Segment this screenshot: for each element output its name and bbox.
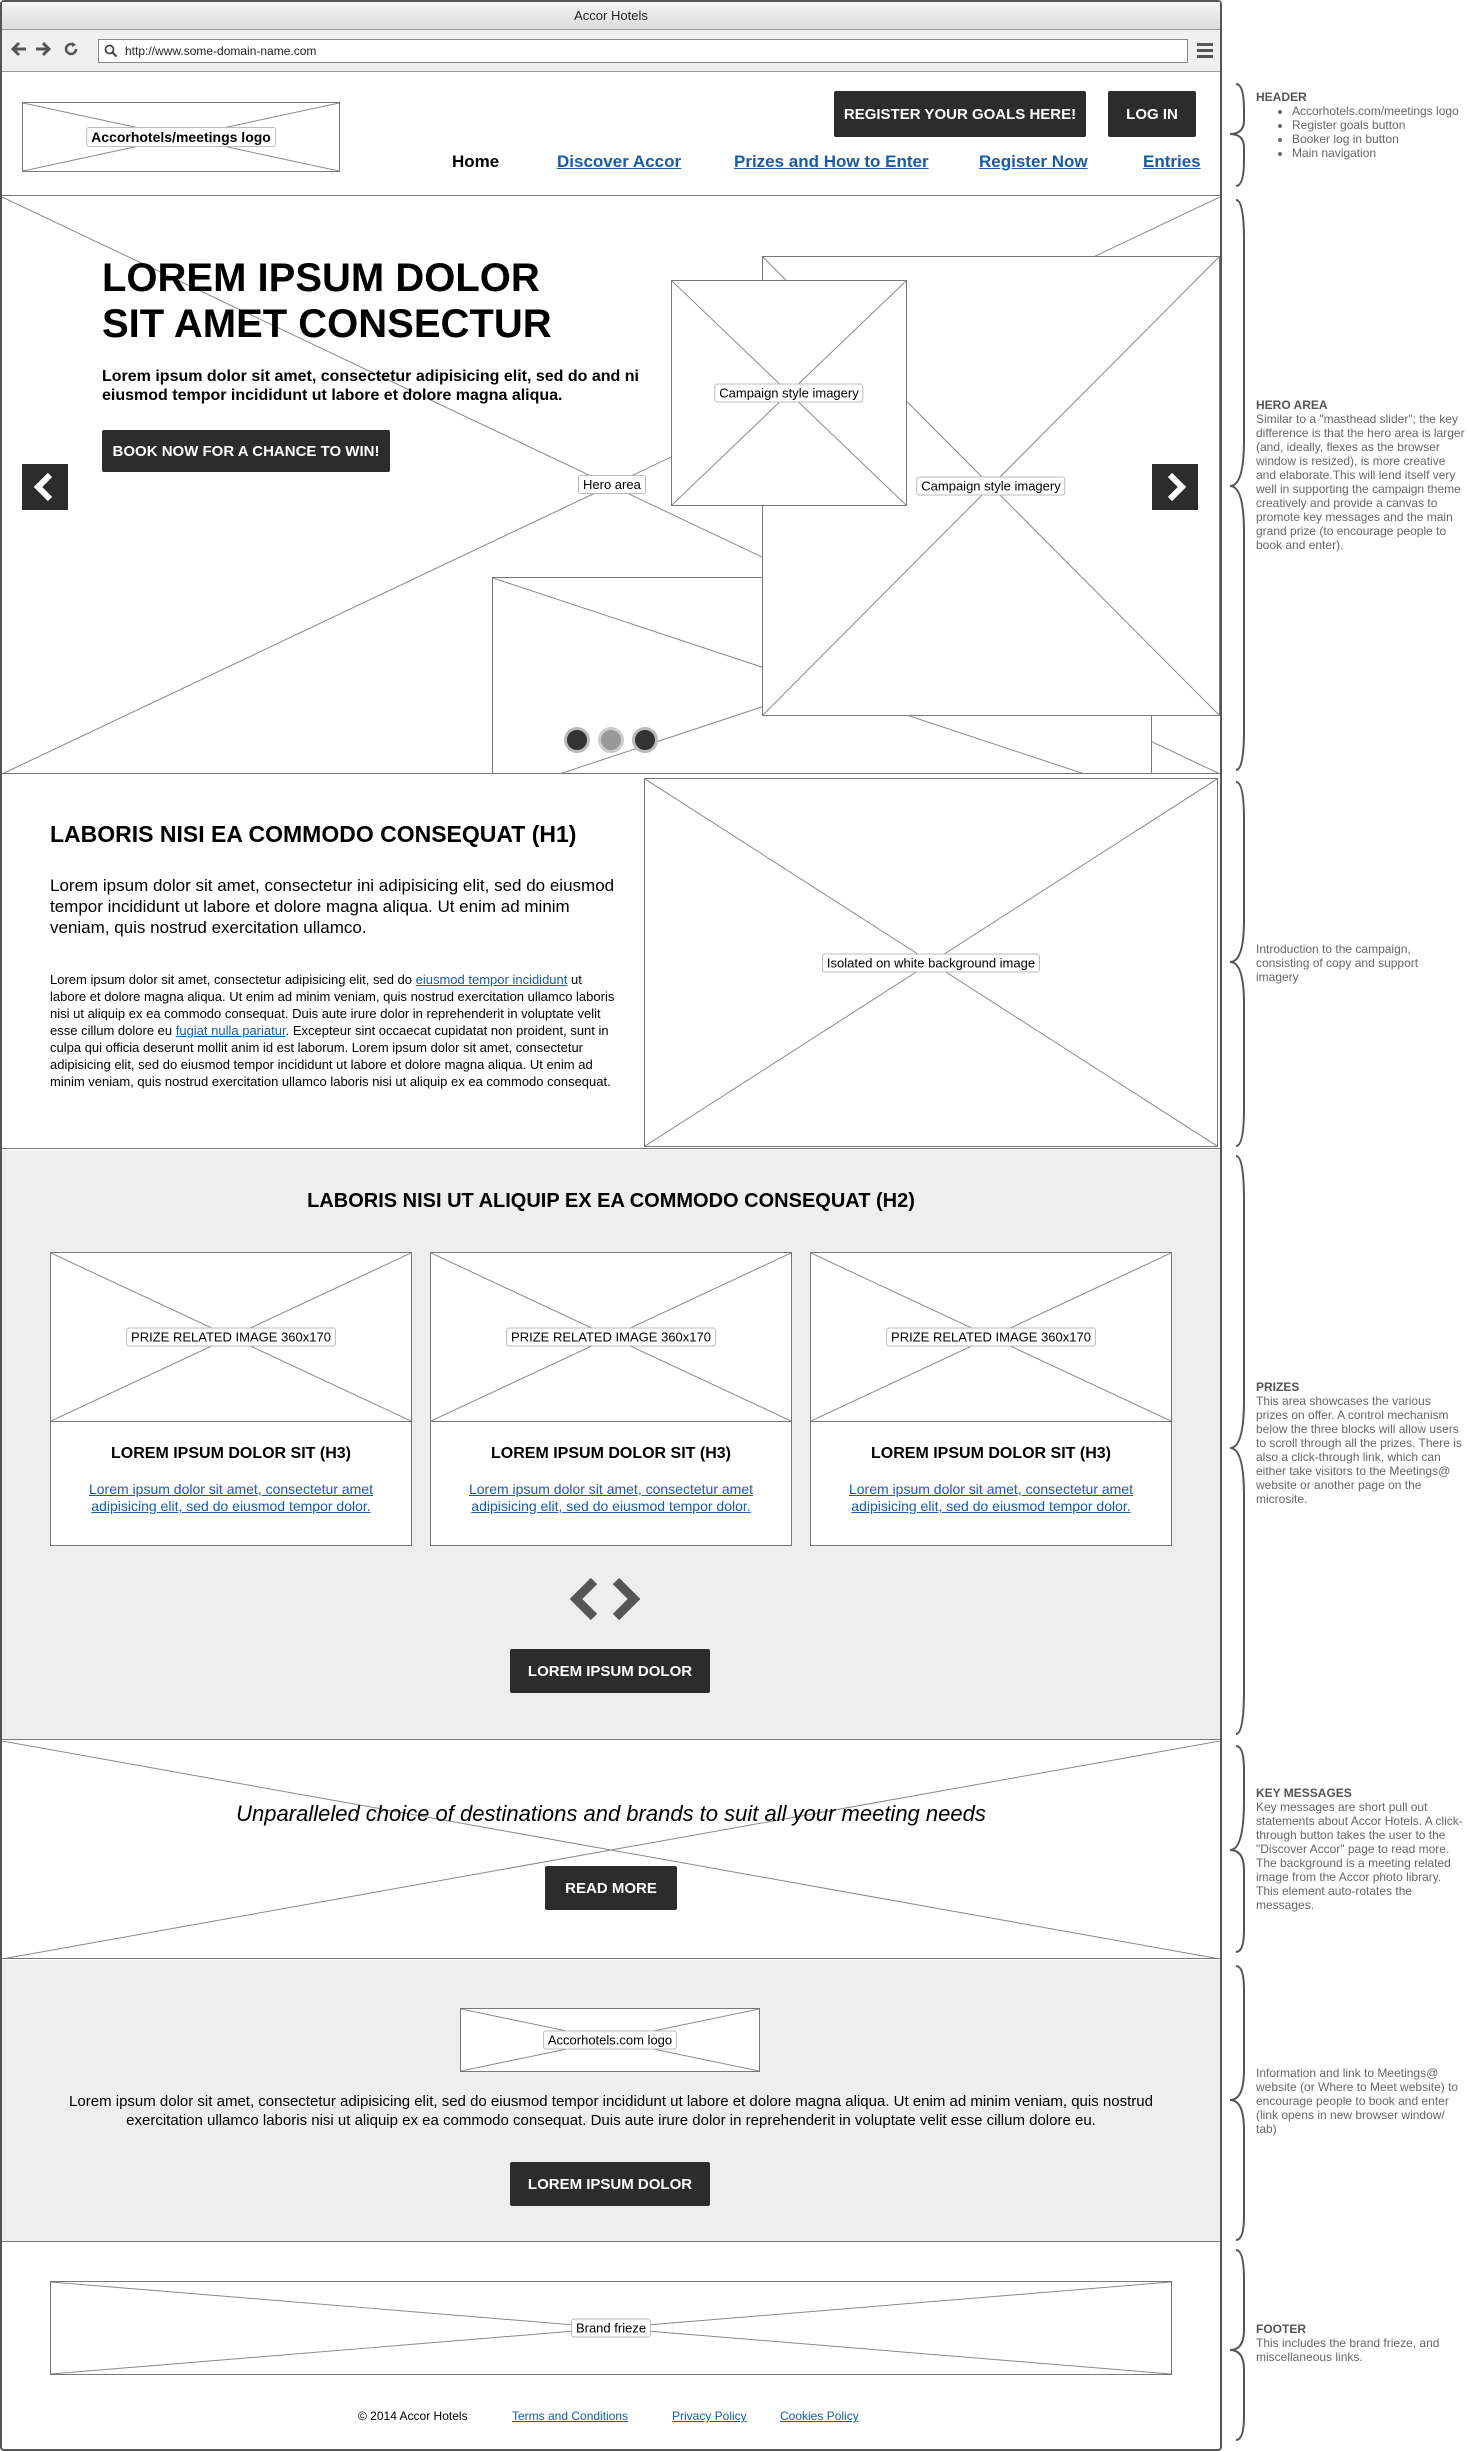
reload-icon[interactable] [62, 40, 80, 63]
annotation-header-list [1292, 104, 1466, 160]
prize-image [430, 1252, 792, 1422]
annotation-footer [1256, 2322, 1466, 2364]
campaign-label-large: Campaign style imagery [916, 477, 1065, 496]
annotation-key-messages-title: KEY MESSAGES [1256, 1786, 1352, 1800]
intro-image [644, 778, 1218, 1147]
prize-title: LOREM IPSUM DOLOR SIT (H3) [871, 1445, 1111, 1462]
annotation-header-title: HEADER [1256, 90, 1307, 104]
hero-heading-line1: LOREM IPSUM DOLOR [102, 256, 540, 300]
site-footer [2, 2243, 1220, 2449]
intro-h1: LABORIS NISI EA COMMODO CONSEQUAT (H1) [50, 821, 577, 847]
hero-slide-dot-3[interactable] [632, 727, 658, 753]
hero-prev-button[interactable] [22, 464, 68, 510]
prizes-button[interactable]: LOREM IPSUM DOLOR [510, 1649, 710, 1693]
prize-image [50, 1252, 412, 1422]
accorhotels-logo [460, 2008, 760, 2072]
intro-body-link-2[interactable]: fugiat nulla pariatur [175, 1023, 286, 1038]
browser-title-bar [2, 2, 1220, 30]
read-more-button[interactable]: READ MORE [545, 1866, 677, 1910]
url-text: http://www.some-domain-name.com [125, 44, 317, 58]
key-messages-section [2, 1741, 1220, 1959]
prizes-section [2, 1150, 1220, 1740]
browser-toolbar [2, 30, 1220, 72]
site-header [2, 72, 1220, 196]
hero-area-label: Hero area [578, 475, 646, 494]
annotation-meetings [1256, 2066, 1466, 2136]
annotation-intro-text: Introduction to the campaign, consisting of copy and support imagery [1256, 942, 1419, 984]
annotation-hero-title: HERO AREA [1256, 398, 1328, 412]
annotation-header-item: • Accorhotels.com/meetings logo [1292, 104, 1466, 118]
annotation-meetings-text: Information and link to Meetings@ website (or Where to Meet website) to encourage people to book and enter (link opens in new browser window/ tab) [1256, 2066, 1459, 2136]
prize-link[interactable]: Lorem ipsum dolor sit amet, consectetur amet adipisicing elit, sed do eiusmod tempor dolor. [88, 1481, 373, 1514]
annotation-hero-text: Similar to a "masthead slider"; the key difference is that the hero area is larger (and, ideally, flexes as the browser window is resized), is more creative and elaborate.This will lend itself very well in supporting the campaign theme creatively and provide a canvas to promote key messages and the main grand prize (to encourage people to book and enter). [1256, 412, 1465, 552]
hero-slide-dot-2[interactable] [598, 727, 624, 753]
intro-image-label: Isolated on white background image [822, 953, 1040, 972]
annotation-hero [1256, 398, 1466, 552]
browser-menu-icon[interactable] [1196, 41, 1214, 64]
book-now-button[interactable]: BOOK NOW FOR A CHANCE TO WIN! [102, 430, 390, 472]
prize-image [810, 1252, 1172, 1422]
prize-card [50, 1252, 412, 1546]
prizes-prev-arrow-icon[interactable] [564, 1575, 600, 1628]
register-goals-button[interactable]: REGISTER YOUR GOALS HERE! [834, 91, 1086, 137]
nav-register-now[interactable]: Register Now [979, 152, 1088, 171]
annotation-prizes-title: PRIZES [1256, 1380, 1300, 1394]
footer-copyright: © 2014 Accor Hotels [358, 2409, 468, 2423]
nav-entries[interactable]: Entries [1143, 152, 1201, 171]
nav-discover-accor[interactable]: Discover Accor [557, 152, 682, 171]
hero-slide-dot-1[interactable] [564, 727, 590, 753]
annotation-footer-title: FOOTER [1256, 2322, 1306, 2336]
meetings-text: Lorem ipsum dolor sit amet, consectetur adipisicing elit, sed do eiusmod tempor incididunt ut labore et dolore magna aliqua. Ut enim ad minim veniam, quis nostrud exercitation ullamco laboris nisi ut aliquip ex ea commodo consequat. Duis aute irure dolor in reprehenderit in voluptate velit esse cillum dolore eu. [69, 2093, 1153, 2129]
intro-body-text-3: . Excepteur sint occaecat cupidatat non proident, sunt in culpa qui officia deserunt mollit anim id est laborum. Lorem ipsum dolor sit amet, consectetur adipisicing elit, sed do eiusmod tempor incididunt ut labore et dolore magna aliqua. Ut enim ad minim veniam, quis nostrud exercitation ullamco laboris nisi ut aliquip ex ea commodo consequat. [50, 1023, 611, 1089]
nav-home[interactable]: Home [452, 152, 500, 171]
back-arrow-icon[interactable] [10, 40, 28, 63]
annotation-prizes [1256, 1380, 1466, 1506]
accorhotels-logo-label: Accorhotels.com logo [543, 2031, 677, 2050]
login-button[interactable]: LOG IN [1108, 91, 1196, 137]
prize-image-label: PRIZE RELATED IMAGE 360x170 [886, 1328, 1096, 1347]
prize-title: LOREM IPSUM DOLOR SIT (H3) [491, 1445, 731, 1462]
intro-lead: Lorem ipsum dolor sit amet, consectetur ini adipisicing elit, sed do eiusmod tempor incididunt ut labore et dolore magna aliqua. Ut enim ad minim veniam, quis nostrud exercitation ullamco. [50, 876, 615, 937]
intro-section [2, 775, 1220, 1149]
hero-heading-line2: SIT AMET CONSECTUR [102, 302, 552, 346]
annotation-header-item: • Main navigation [1292, 146, 1466, 160]
annotation-footer-text: This includes the brand frieze, and miscellaneous links. [1256, 2336, 1440, 2364]
brand-frieze-label: Brand frieze [571, 2319, 651, 2338]
footer-cookies-link[interactable]: Cookies Policy [780, 2409, 859, 2423]
prize-link[interactable]: Lorem ipsum dolor sit amet, consectetur amet adipisicing elit, sed do eiusmod tempor dolor. [848, 1481, 1133, 1514]
chevron-right-icon [1152, 464, 1198, 510]
forward-arrow-icon[interactable] [34, 40, 52, 63]
search-icon [104, 44, 118, 63]
intro-body-text-1: Lorem ipsum dolor sit amet, consectetur adipisicing elit, sed do [50, 972, 416, 987]
footer-terms-link[interactable]: Terms and Conditions [512, 2409, 629, 2423]
prize-title: LOREM IPSUM DOLOR SIT (H3) [111, 1445, 351, 1462]
hero-next-button[interactable] [1152, 464, 1198, 510]
prize-card [430, 1252, 792, 1546]
nav-prizes[interactable]: Prizes and How to Enter [734, 152, 929, 171]
site-logo[interactable] [22, 102, 340, 172]
annotation-key-messages [1256, 1786, 1466, 1912]
browser-title: Accor Hotels [574, 8, 648, 23]
brand-frieze [50, 2281, 1172, 2375]
prize-image-label: PRIZE RELATED IMAGE 360x170 [506, 1328, 716, 1347]
prize-card [810, 1252, 1172, 1546]
annotation-header-item: • Register goals button [1292, 118, 1466, 132]
prizes-h2: LABORIS NISI UT ALIQUIP EX EA COMMODO CONSEQUAT (H2) [307, 1190, 915, 1212]
annotation-braces [1222, 0, 1252, 2451]
campaign-label-small: Campaign style imagery [714, 384, 863, 403]
prize-link[interactable]: Lorem ipsum dolor sit amet, consectetur amet adipisicing elit, sed do eiusmod tempor dolor. [468, 1481, 753, 1514]
key-messages-placeholder-cross [2, 1741, 1220, 1959]
intro-body-text-2: ut labore et dolore magna aliqua. Ut enim ad minim veniam, quis nostrud exercitation ullamco laboris nisi ut aliquip ex ea commodo consequat. Duis aute irure dolor in reprehenderit in voluptate velit esse cillum dolore eu [50, 972, 615, 1038]
key-message-quote: Unparalleled choice of destinations and brands to suit all your meeting needs [236, 1801, 986, 1826]
hero-subtext: Lorem ipsum dolor sit amet, consectetur adipisicing elit, sed do and ni eiusmod tempor incididunt ut labore et dolore magna aliqua. [102, 368, 639, 404]
hero-area [2, 197, 1220, 774]
prizes-next-arrow-icon[interactable] [610, 1575, 646, 1628]
chevron-left-icon [22, 464, 68, 510]
annotation-intro [1256, 942, 1456, 984]
annotation-header-item: • Booker log in button [1292, 132, 1466, 146]
logo-label: Accorhotels/meetings logo [86, 127, 276, 147]
meetings-section [2, 1960, 1220, 2242]
annotation-key-messages-text: Key messages are short pull out statements about Accor Hotels. A click-through button takes the user to the "Discover Accor" page to read more. The background is a meeting related image from the Accor photo library. This element auto-rotates the messages. [1256, 1800, 1463, 1912]
annotation-header [1256, 90, 1466, 160]
hero-heading [102, 255, 552, 347]
annotation-prizes-text: This area showcases the various prizes on offer. A control mechanism below the three blocks will allow users to scroll through all the prizes. There is also a click-through link, which can either take visitors to the Meetings@ website or another page on the microsite. [1256, 1394, 1462, 1506]
intro-body [50, 971, 620, 1090]
campaign-image-small [671, 280, 907, 506]
address-bar[interactable] [98, 39, 1188, 63]
intro-body-link-1[interactable]: eiusmod tempor incididunt [415, 972, 568, 987]
meetings-button[interactable]: LOREM IPSUM DOLOR [510, 2162, 710, 2206]
prize-image-label: PRIZE RELATED IMAGE 360x170 [126, 1328, 336, 1347]
footer-privacy-link[interactable]: Privacy Policy [672, 2409, 747, 2423]
